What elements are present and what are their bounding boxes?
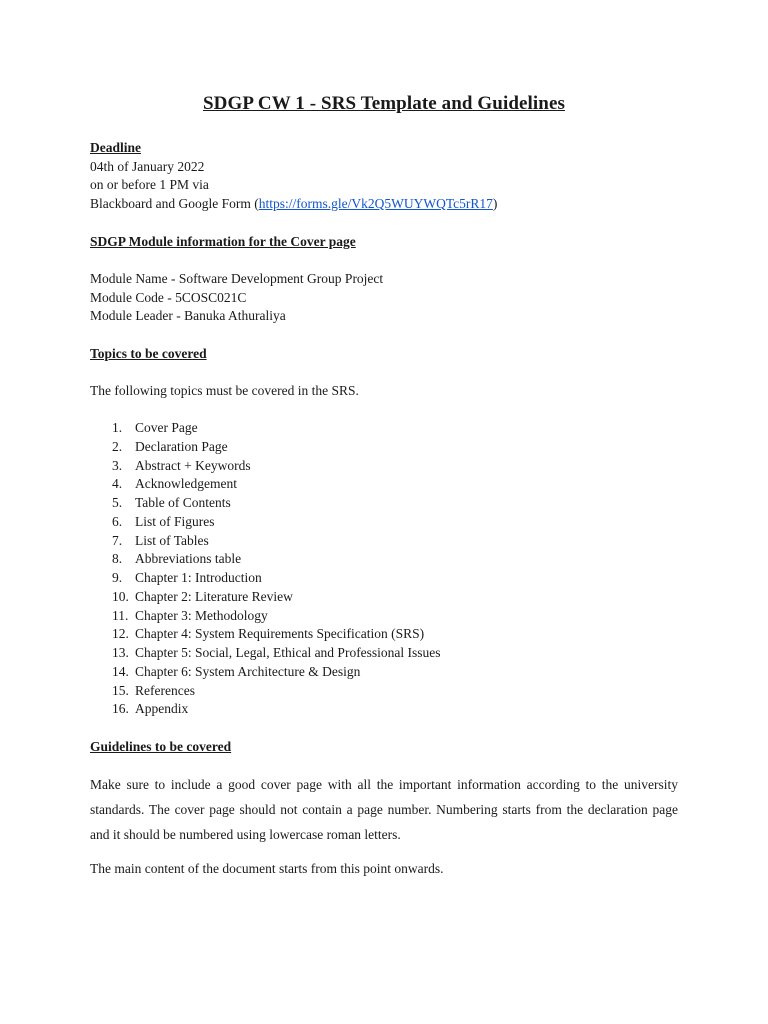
- topic-text: Abbreviations table: [135, 551, 242, 567]
- deadline-date: 04th of January 2022: [90, 158, 205, 174]
- topic-item: [90, 569, 441, 588]
- module-info-section: [90, 233, 383, 326]
- spacer: [90, 252, 383, 271]
- module-leader: Module Leader - Banuka Athuraliya: [90, 308, 286, 324]
- module-info-heading: SDGP Module information for the Cover page: [90, 234, 356, 249]
- page-title: SDGP CW 1 - SRS Template and Guidelines: [203, 93, 565, 114]
- topic-text: Chapter 2: Literature Review: [135, 588, 293, 604]
- topic-item: [90, 588, 441, 607]
- topic-number: 5.: [112, 495, 123, 510]
- topic-text: Chapter 1: Introduction: [135, 570, 262, 585]
- guidelines-paragraph-2: The main content of the document starts from this point onwards.: [90, 861, 444, 876]
- topics-section: [90, 345, 359, 401]
- module-name: Module Name - Software Development Group Project: [90, 271, 384, 287]
- topic-text: Chapter 4: System Requirements Specification (SRS): [135, 626, 425, 642]
- topic-number: 13.: [112, 645, 129, 660]
- topic-text: References: [135, 682, 195, 698]
- topics-intro: The following topics must be covered in the SRS.: [90, 383, 359, 399]
- topic-number: 6.: [112, 513, 123, 529]
- topic-number: 12.: [112, 626, 129, 642]
- topic-item: [90, 494, 441, 513]
- guidelines-section: [90, 738, 231, 757]
- topic-number: 4.: [112, 476, 123, 492]
- topic-number: 3.: [112, 457, 123, 473]
- deadline-heading: Deadline: [90, 140, 142, 155]
- deadline-time: on or before 1 PM via: [90, 177, 209, 193]
- module-code: Module Code - 5COSC021C: [90, 289, 247, 305]
- topic-item: [90, 457, 441, 476]
- topic-number: 16.: [112, 701, 129, 717]
- deadline-method: [90, 195, 497, 214]
- topic-item: [90, 644, 441, 663]
- topic-number: 8.: [112, 551, 123, 567]
- topic-number: 15.: [112, 682, 129, 698]
- topic-text: List of Figures: [135, 513, 215, 529]
- topics-list: [90, 419, 441, 719]
- deadline-method-suffix: ): [492, 195, 498, 211]
- topic-number: 1.: [112, 420, 123, 435]
- topic-item: [90, 700, 441, 719]
- deadline-section: [90, 139, 497, 213]
- topic-number: 2.: [112, 438, 123, 454]
- topic-item: [90, 419, 441, 438]
- topic-number: 11.: [112, 607, 129, 623]
- topics-heading: Topics to be covered: [90, 346, 207, 361]
- topic-text: Declaration Page: [135, 438, 228, 454]
- topic-text: Table of Contents: [135, 495, 231, 510]
- deadline-method-prefix: Blackboard and Google Form (: [90, 195, 259, 211]
- topic-text: Chapter 5: Social, Legal, Ethical and Professional Issues: [135, 645, 441, 660]
- topic-item: [90, 532, 441, 551]
- topic-item: [90, 625, 441, 644]
- topic-item: [90, 550, 441, 569]
- topic-number: 10.: [112, 588, 129, 604]
- topic-item: [90, 607, 441, 626]
- guidelines-paragraph-1: Make sure to include a good cover page with all the important information according to the university standards. The cover page should not contain a page number. Numbering starts from the declaration page and it should be numbered using lowercase roman letters.: [90, 777, 678, 842]
- topic-text: Appendix: [135, 701, 189, 717]
- guidelines-heading: Guidelines to be covered: [90, 739, 232, 754]
- topic-number: 14.: [112, 663, 129, 679]
- topic-item: [90, 513, 441, 532]
- spacer: [90, 364, 359, 383]
- topic-item: [90, 475, 441, 494]
- topic-text: List of Tables: [135, 532, 209, 548]
- google-form-link[interactable]: https://forms.gle/Vk2Q5WUYWQTc5rR17: [258, 195, 493, 211]
- topic-number: 7.: [112, 532, 123, 548]
- topic-item: [90, 663, 441, 682]
- topic-text: Chapter 3: Methodology: [135, 607, 268, 623]
- topic-item: [90, 682, 441, 701]
- topic-text: Chapter 6: System Architecture & Design: [135, 663, 361, 679]
- topic-number: 9.: [112, 570, 123, 585]
- topic-text: Cover Page: [135, 420, 198, 435]
- topic-text: Acknowledgement: [135, 476, 237, 492]
- topic-item: [90, 438, 441, 457]
- topic-text: Abstract + Keywords: [135, 457, 251, 473]
